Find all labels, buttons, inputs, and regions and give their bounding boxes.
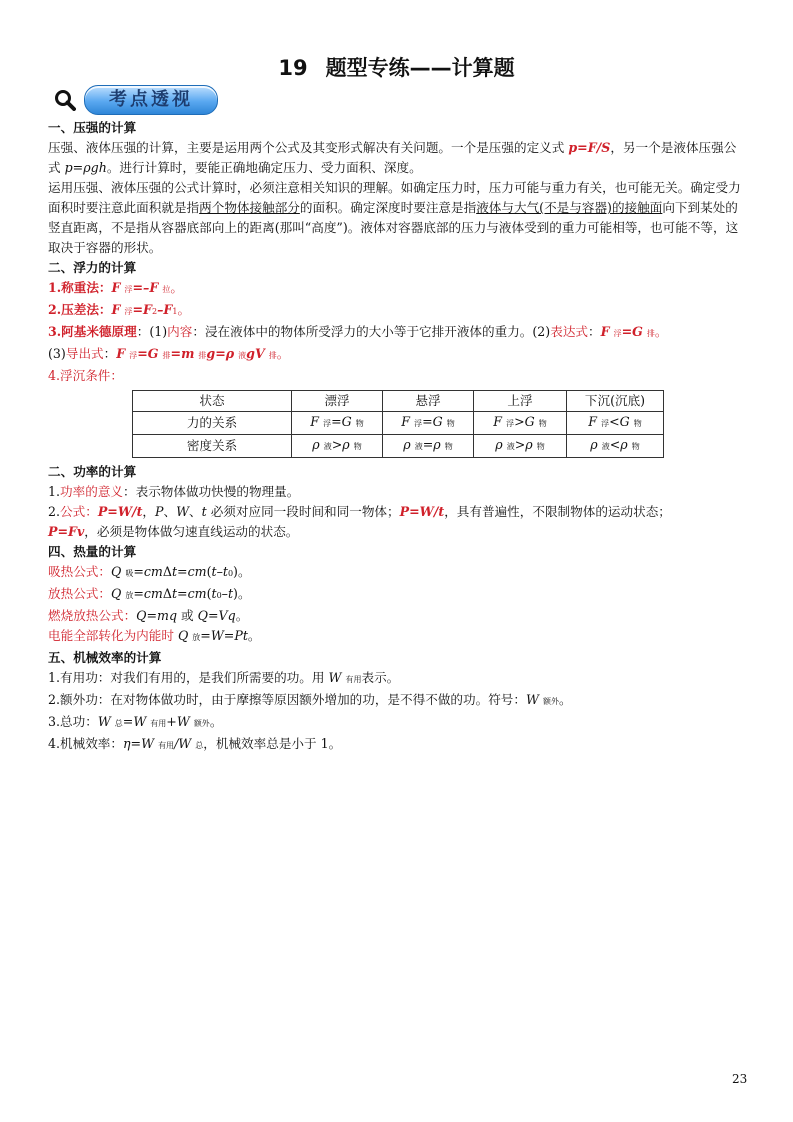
section-heading: 四、热量的计算	[48, 544, 137, 559]
table-row: 力的关系 F 浮=G 物 F 浮=G 物 F 浮>G 物 F 浮<G 物	[133, 412, 664, 435]
section-heading: 一、压强的计算	[48, 120, 137, 135]
section-heading: 二、功率的计算	[48, 464, 137, 479]
formula-line: 2.压差法：F 浮=F2–F1。	[48, 302, 191, 317]
table-row: 状态 漂浮 悬浮 上浮 下沉(沉底)	[133, 391, 664, 412]
paragraph: 1.功率的意义：表示物体做功快慢的物理量。	[48, 484, 300, 499]
formula-line: (3)导出式：F 浮=G 排=m 排g=ρ 液gV 排。	[48, 346, 290, 361]
formula-line: 4.浮沉条件：	[48, 368, 123, 383]
formula-line: 1.称重法：F 浮=–F 拉。	[48, 280, 183, 295]
section-badge	[54, 84, 218, 116]
paragraph: 2.额外功：在对物体做功时，由于摩擦等原因额外增加的功，是不得不做的功。符号：W 额外。	[48, 692, 572, 707]
paragraph: 1.有用功：对我们有用的，是我们所需要的功。用 W 有用表示。	[48, 670, 400, 685]
paragraph: 3.总功：W 总=W 有用+W 额外。	[48, 714, 223, 729]
formula-line: 电能全部转化为内能时 Q 放=W=Pt。	[48, 628, 261, 643]
section-heading: 二、浮力的计算	[48, 260, 137, 275]
content	[48, 118, 748, 756]
badge-label: 考点透视	[84, 85, 218, 115]
paragraph: 2.公式：P=W/t，P、W、t 必须对应同一段时间和同一物体；P=W/t，具有普遍性，不限制物体的运动状态；	[48, 504, 671, 519]
float-sink-table	[132, 390, 664, 458]
formula-line: 燃烧放热公式：Q=mq 或 Q=Vq。	[48, 608, 249, 623]
formula-line: 吸热公式：Q 吸=cmΔt=cm(t–t0)。	[48, 564, 251, 579]
search-icon	[54, 89, 76, 111]
paragraph: 运用压强、液体压强的公式计算时，必须注意相关知识的理解。如确定压力时，压力可能与重力有关，也可能无关。确定受力面积时要注意此面积就是指两个物体接触部分的面积。确定深度时要注意是指液体与大气(不是与容器)的接触面向下到某处的竖直距离，不是指从容器底部向上的距离(那叫“高度”)。液体对容器底部的压力与液体受到的重力可能相等，也可能不等，这取决于容器的形状。	[48, 180, 741, 255]
paragraph: 4.机械效率：η=W 有用/W 总，机械效率总是小于 1。	[48, 736, 342, 751]
paragraph: P=Fv，必须是物体做匀速直线运动的状态。	[48, 524, 299, 539]
section-heading: 五、机械效率的计算	[48, 650, 162, 665]
page-title: 19 题型专练——计算题	[278, 56, 515, 80]
formula-line: 放热公式：Q 放=cmΔt=cm(t0–t)。	[48, 586, 251, 601]
page-number: 23	[732, 1072, 748, 1086]
paragraph: 压强、液体压强的计算，主要是运用两个公式及其变形式解决有关问题。一个是压强的定义式 p=F/S，另一个是液体压强公式 p=ρgh。进行计算时，要能正确地确定压力、受力面积、深度。	[48, 140, 737, 175]
table-row: 密度关系 ρ 液>ρ 物 ρ 液=ρ 物 ρ 液>ρ 物 ρ 液<ρ 物	[133, 435, 664, 458]
formula-line: 3.阿基米德原理：(1)内容：浸在液体中的物体所受浮力的大小等于它排开液体的重力。(2)表达式：F 浮=G 排。	[48, 324, 668, 339]
